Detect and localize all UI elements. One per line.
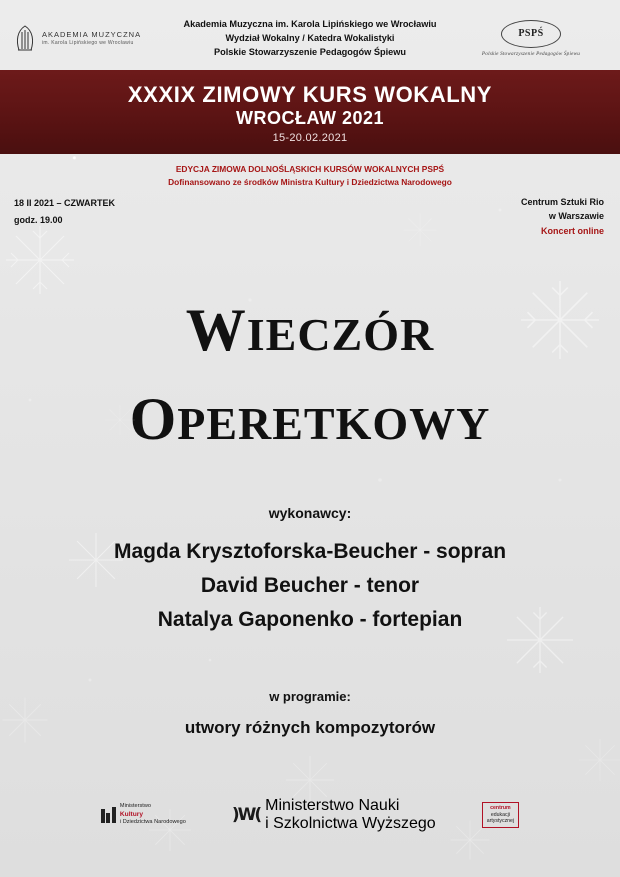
organizer-line-2: Wydział Wokalny / Katedra Wokalistyki <box>225 32 395 43</box>
performer-1: Magda Krysztoforska-Beucher - sopran <box>113 539 507 563</box>
ministerstwo-nauki-line-bottom: i Szkolnictwa Wyższego <box>265 815 436 832</box>
ministerstwo-kultury-line-top: Ministerstwo <box>119 803 151 810</box>
sponsor-logos <box>0 797 620 833</box>
course-dates: 15-20.02.2021 <box>272 131 348 144</box>
cea-bold: centrum <box>490 805 511 812</box>
sponsor-logo-centrum-edukacji-artystycznej <box>482 802 519 828</box>
psps-logo-mark: PSPŚ <box>501 20 561 48</box>
ministerstwo-kultury-line-bottom: i Dziedzictwa Narodowego <box>119 819 186 826</box>
course-title: XXXIX ZIMOWY KURS WOKALNY <box>127 82 493 107</box>
cea-line-top: edukacji <box>490 811 510 818</box>
performer-2: David Beucher - tenor <box>200 573 420 597</box>
program-body: utwory różnych kompozytorów <box>184 717 436 737</box>
psps-logo <box>456 20 606 57</box>
venue-city: w Warszawie <box>548 211 604 222</box>
course-title-band <box>0 70 620 154</box>
event-venue <box>521 195 604 238</box>
performers-section <box>0 505 620 637</box>
performer-3: Natalya Gaponenko - fortepian <box>157 607 463 631</box>
ministerstwo-kultury-bold: Kultury <box>119 810 143 818</box>
ministerstwo-nauki-line-top: Ministerstwo Nauki <box>265 797 400 814</box>
ministerstwo-kultury-text <box>120 803 186 826</box>
psps-logo-caption: Polskie Stowarzyszenie Pedagogów Śpiewu <box>481 50 581 57</box>
course-city-year: WROCŁAW 2021 <box>235 108 385 129</box>
concert-title <box>0 296 620 452</box>
ministerstwo-nauki-text <box>265 797 436 833</box>
program-section <box>0 689 620 738</box>
academy-logo-text <box>42 30 141 46</box>
academy-logo-line1: AKADEMIA MUZYCZNA <box>42 30 142 40</box>
academy-logo-line2: im. Karola Lipińskiego we Wrocławiu <box>42 39 134 46</box>
organizers-block <box>164 17 456 60</box>
program-label: w programie: <box>269 688 351 704</box>
concert-title-line1 <box>0 296 620 363</box>
sponsor-logo-ministerstwo-nauki <box>232 797 436 833</box>
concert-title-line1-rest: IECZÓR <box>246 308 435 360</box>
organizer-line-3: Polskie Stowarzyszenie Pedagogów Śpiewu <box>214 47 406 58</box>
event-datetime <box>14 195 115 229</box>
event-date: 18 II 2021 – CZWARTEK <box>14 197 116 208</box>
concert-online-label: Koncert online <box>540 225 604 236</box>
edition-subtitle-line2: Dofinansowano ze środków Ministra Kultury i Dziedzictwa Narodowego <box>168 176 452 187</box>
organizer-line-1: Akademia Muzyczna im. Karola Lipińskiego we Wrocławiu <box>183 18 437 29</box>
poster-header <box>0 0 620 70</box>
performers-label: wykonawcy: <box>268 504 352 521</box>
academy-logo <box>14 23 164 53</box>
lyre-icon <box>14 23 36 53</box>
concert-title-line2-rest: PERETKOWY <box>177 397 491 449</box>
concert-title-line1-cap: W <box>185 296 247 363</box>
edition-subtitle <box>0 154 620 189</box>
concert-title-line2-cap: O <box>129 385 178 452</box>
venue-name: Centrum Sztuki Rio <box>520 196 604 207</box>
edition-subtitle-line1: EDYCJA ZIMOWA DOLNOŚLĄSKICH KURSÓW WOKALNYCH PSPŚ <box>175 163 445 174</box>
event-time: godz. 19.00 <box>14 214 63 225</box>
mnisw-mark-icon: )W( <box>231 805 261 825</box>
cea-line-bottom: artystycznej <box>486 818 515 825</box>
event-info-row <box>0 195 620 251</box>
sponsor-logo-ministerstwo-kultury <box>101 803 186 826</box>
concert-title-line2 <box>0 385 620 452</box>
ministry-bars-icon <box>101 807 116 823</box>
